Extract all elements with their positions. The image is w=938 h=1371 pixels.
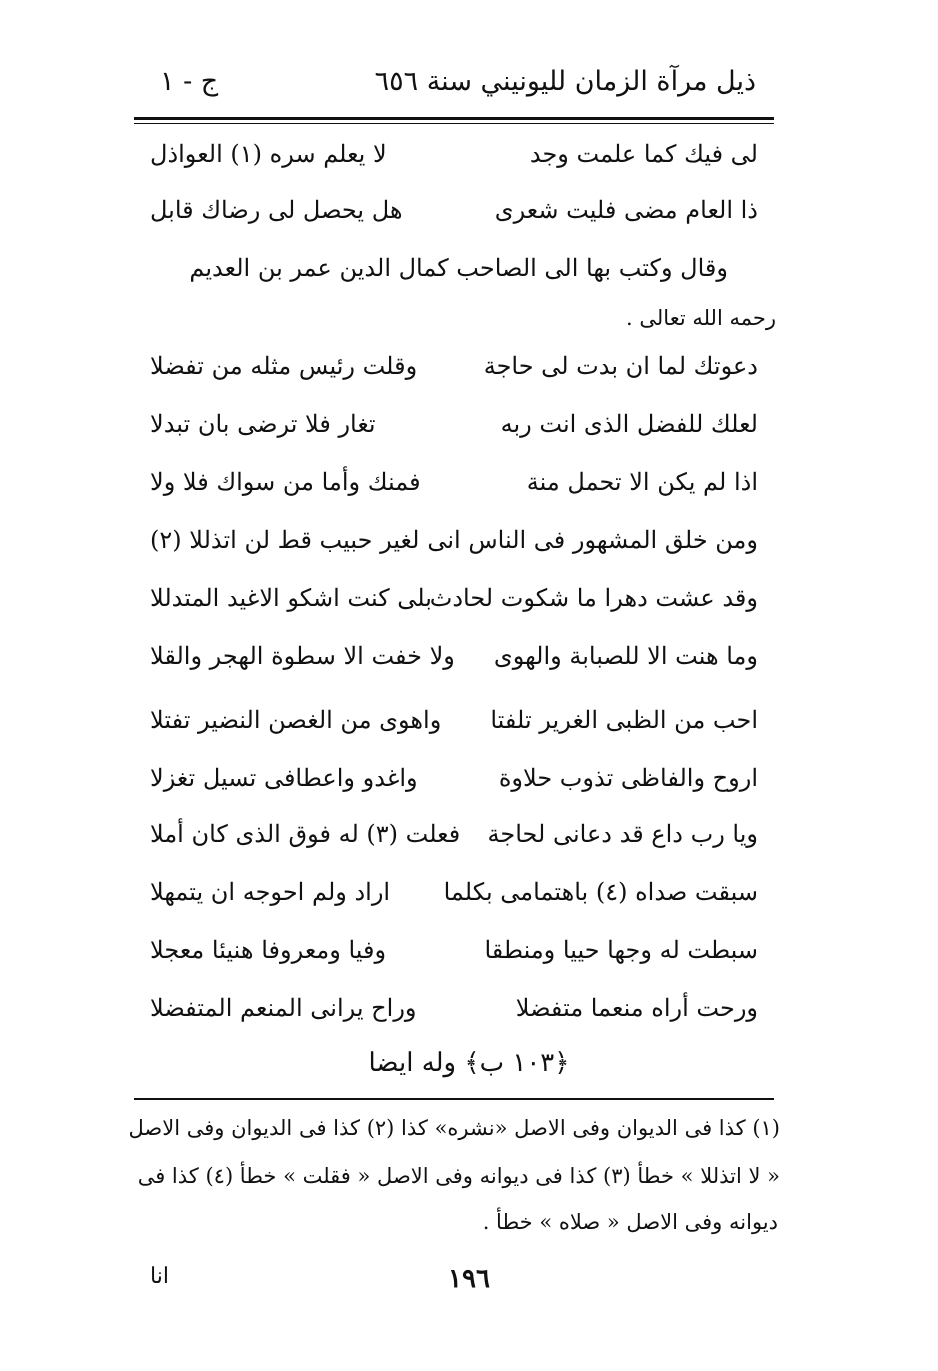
verse-hemistich-right: ويا رب داع قد دعانى لحاجة <box>487 820 758 848</box>
verse-hemistich-left: لغير حبيب قط لن اتذللا (٢) <box>150 526 420 554</box>
page-number: ١٩٦ <box>448 1264 490 1294</box>
verse-line <box>150 584 758 624</box>
verse-hemistich-right: سبقت صداه (٤) باهتمامى بكلما <box>443 878 758 906</box>
footnote-line: ديوانه وفى الاصل « صلاه » خطأ . <box>482 1210 778 1234</box>
verse-line <box>150 642 758 682</box>
volume-number: ج - ١ <box>160 66 219 97</box>
verse-hemistich-left: لا يعلم سره (١) العواذل <box>150 140 387 168</box>
verse-line <box>150 994 758 1034</box>
verse-hemistich-left: فعلت (٣) له فوق الذى كان أملا <box>150 820 461 848</box>
header-rule-thin <box>134 123 774 124</box>
verse-hemistich-left: هل يحصل لى رضاك قابل <box>150 196 403 224</box>
prose-line: وقال وكتب بها الى الصاحب كمال الدين عمر بن العديم <box>189 254 728 282</box>
verse-hemistich-right: لى فيك كما علمت وجد <box>529 140 758 168</box>
verse-hemistich-right: وما هنت الا للصبابة والهوى <box>493 642 758 670</box>
verse-line <box>150 764 758 804</box>
running-title: ذيل مرآة الزمان لليونيني سنة ٦٥٦ <box>374 66 756 97</box>
verse-line <box>150 352 758 392</box>
verse-hemistich-right: وقد عشت دهرا ما شكوت لحادث <box>429 584 758 612</box>
verse-line <box>150 140 758 180</box>
catchword: انا <box>150 1264 169 1289</box>
verse-hemistich-right: اروح والفاظى تذوب حلاوة <box>498 764 758 792</box>
prose-line: رحمه الله تعالى . <box>626 306 776 330</box>
footnote-rule <box>134 1098 774 1100</box>
verse-line <box>150 878 758 918</box>
verse-line <box>150 526 758 566</box>
verse-hemistich-left: فمنك وأما من سواك فلا ولا <box>150 468 421 496</box>
verse-hemistich-right: ورحت أراه منعما متفضلا <box>515 994 758 1022</box>
verse-hemistich-right: ومن خلق المشهور فى الناس انى <box>427 526 758 554</box>
verse-hemistich-left: اراد ولم احوجه ان يتمهلا <box>150 878 391 906</box>
verse-hemistich-left: وراح يرانى المنعم المتفضلا <box>150 994 417 1022</box>
verse-line <box>150 196 758 236</box>
verse-hemistich-left: وفيا ومعروفا هنيئا معجلا <box>150 936 387 964</box>
verse-hemistich-right: احب من الظبى الغرير تلفتا <box>490 706 758 734</box>
verse-hemistich-left: واغدو واعطافى تسيل تغزلا <box>150 764 418 792</box>
verse-hemistich-right: لعلك للفضل الذى انت ربه <box>500 410 758 438</box>
verse-hemistich-right: دعوتك لما ان بدت لى حاجة <box>483 352 758 380</box>
folio-marker-line: ﴿١٠٣ ب﴾ وله ايضا <box>368 1048 570 1078</box>
footnote-line: « لا اتذللا » خطأ (٣) كذا فى ديوانه وفى الاصل « فقلت » خطأ (٤) كذا فى <box>137 1164 780 1188</box>
verse-hemistich-left: واهوى من الغصن النضير تفتلا <box>150 706 442 734</box>
footnote-line: (١) كذا فى الديوان وفى الاصل «نشره» كذا (٢) كذا فى الديوان وفى الاصل <box>128 1116 780 1140</box>
verse-line <box>150 468 758 508</box>
header-rule <box>134 117 774 120</box>
verse-hemistich-left: تغار فلا ترضى بان تبدلا <box>150 410 376 438</box>
verse-hemistich-left: ولا خفت الا سطوة الهجر والقلا <box>150 642 455 670</box>
verse-line <box>150 706 758 746</box>
verse-hemistich-left: بلى كنت اشكو الاغيد المتدللا <box>150 584 432 612</box>
verse-hemistich-right: ذا العام مضى فليت شعرى <box>494 196 758 224</box>
verse-line <box>150 820 758 860</box>
verse-line <box>150 936 758 976</box>
verse-hemistich-right: اذا لم يكن الا تحمل منة <box>526 468 758 496</box>
verse-hemistich-right: سبطت له وجها حييا ومنطقا <box>484 936 758 964</box>
verse-hemistich-left: وقلت رئيس مثله من تفضلا <box>150 352 418 380</box>
verse-line <box>150 410 758 450</box>
